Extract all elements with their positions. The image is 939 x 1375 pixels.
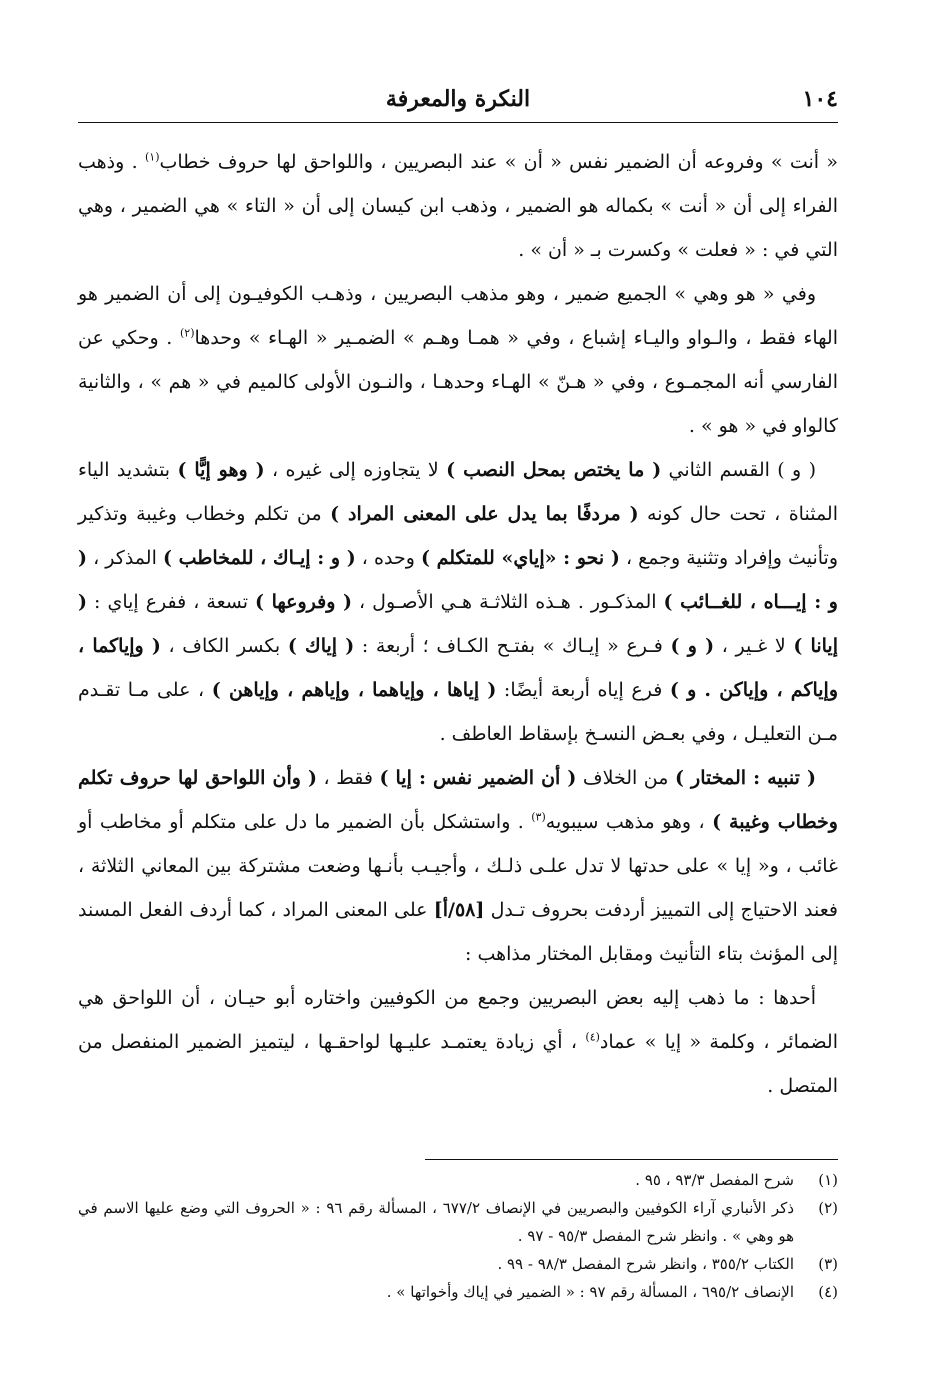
paragraph [78,140,838,272]
commentary-text: فـرع « إيـاك » بفتـح الكـاف ؛ أربعة : [354,635,671,657]
commentary-text: لا يتجاوزه إلى غيره ، [264,459,447,481]
matn-text: ( وأن اللواحق لها حروف تكلم وخطاب وغيبة ) [78,767,838,833]
running-title: النكرة والمعرفة [385,86,531,112]
footnote-text: الإنصاف ٦٩٥/٢ ، المسألة رقم ٩٧ : « الضمير في إياك وأخواتها » . [386,1283,794,1301]
body-text [78,140,838,1108]
commentary-text: بكسر الكاف ، [160,635,288,657]
commentary-text: بتشديد الياء المثناة ، تحت حال كونه [78,459,838,525]
paragraph [78,272,838,448]
footnote-number: (٢) [818,1199,838,1217]
matn-text: ( وهو إيًّا ) [177,459,265,481]
commentary-text: تسعة ، ففرع إياي : [87,591,256,613]
commentary-text: ، أي زيادة يعتمـد عليـها لواحقـها ، ليتميز الضمير المنفصل من المتصل . [78,1031,838,1097]
paragraph [78,976,838,1108]
matn-text: ( إياك ) [287,635,355,657]
commentary-text: على المعنى المراد ، كما أردف الفعل المسند إلى المؤنث بتاء التأنيث ومقابل المختار مذاهب : [78,899,838,965]
matn-text: ( وإياكما ، وإياكم ، وإياكن . و ) [78,635,838,701]
commentary-text: . واستشكل بأن الضمير ما دل على متكلم أو مخاطب أو غائب ، و« إيا » على حدتها لا تدل علـى ذلـك ، وأجيـب بأنـها وضعت مشتركة بين المعاني الثلاثة ، فعند الاحتياج إلى التمييز أردفت بحروف تـدل [78,811,838,921]
matn-text: ( إيانا ) [78,591,838,657]
matn-text: ( ما يختص بمحل النصب ) [446,459,662,481]
commentary-text: « أنت » وفروعه أن الضمير نفس « أن » عند البصريين ، واللواحق لها حروف خطاب [159,151,838,173]
commentary-text: ( و ) القسم الثاني [661,459,816,481]
paragraph [78,756,838,976]
footnote [78,1166,838,1194]
footnote-ref: (٢) [179,326,195,340]
commentary-text: ، وهو مذهب سيبويه [545,811,713,833]
matn-text: ( نحو : «إياي» للمتكلم ) [420,547,620,569]
commentary-text: من الخلاف [576,767,675,789]
matn-text: ( وفروعها ) [255,591,352,613]
commentary-text: من تكلم وخطاب وغيبة وتذكير وتأنيث وإفراد وتثنية وجمع ، [78,503,838,569]
commentary-text: . وذهب الفراء إلى أن « أنت » بكماله هو الضمير ، وذهب ابن كيسان إلى أن « التاء » هي الضمير ، وهي التي في : « فعلت » وكسرت بـ « أن » . [78,151,838,261]
commentary-text: أحدها : ما ذهب إليه بعض البصريين وجمع من الكوفيين واختاره أبو حيـان ، أن اللواحق هي الضمائر ، وكلمة « إيا » عماد [78,987,838,1053]
commentary-text: فقط ، [317,767,380,789]
footnote [78,1278,838,1306]
footnote-ref: (٣) [531,810,546,824]
footnote-text: ذكر الأنباري آراء الكوفيين والبصريين في الإنصاف ٦٧٧/٢ ، المسألة رقم ٩٦ : « الحروف التي وضع عليها الاسم في هو وهي » . وانظر شرح المفصل ٩٥/٣ - ٩٧ . [78,1199,795,1245]
matn-text: ( تنبيه : المختار ) [674,767,817,789]
commentary-text: وحده ، [355,547,421,569]
matn-text: ( إياها ، وإياهما ، وإياهم ، وإياهن ) [211,679,497,701]
matn-text: ( و ) [670,635,715,657]
footnote [78,1250,838,1278]
matn-text: ( و : إيـــاه ، للغــائب ) [78,547,838,613]
commentary-text: فرع إياه أربعة أيضًا: [496,679,670,701]
footnote-separator [425,1159,838,1160]
footnotes [78,1166,838,1306]
footnote [78,1194,838,1250]
matn-text: ( مردفًا بما يدل على المعنى المراد ) [330,503,639,525]
footnote-number: (٤) [818,1283,838,1301]
page-header [78,82,838,123]
footnote-ref: (٤) [585,1030,600,1044]
footnote-number: (١) [818,1171,838,1189]
footnote-ref: (١) [144,150,160,164]
commentary-text: . وحكي عن الفارسي أنه المجمـوع ، وفي « هـنّ » الهـاء وحدهـا ، والنـون الأولى كالميم في « هم » ، والثانية كالواو في « هو » . [78,327,838,437]
commentary-text: وفي « هو وهي » الجميع ضمير ، وهو مذهب البصريين ، وذهـب الكوفيـون إلى أن الضمير هو الهاء فقط ، والـواو واليـاء إشباع ، وفي « همـا وهـم » الضمـير « الهـاء » وحدها [78,283,838,349]
footnote-text: الكتاب ٣٥٥/٢ ، وانظر شرح المفصل ٩٨/٣ - ٩٩ . [497,1255,794,1273]
matn-text: [٥٨/أ] [433,899,485,921]
footnote-number: (٣) [818,1255,838,1273]
commentary-text: المذكر ، [87,547,163,569]
commentary-text: ، على مـا تقـدم مـن التعليـل ، وفي بعـض النسـخ بإسقاط العاطف . [78,679,838,745]
matn-text: ( أن الضمير نفس : إيا ) [379,767,577,789]
footnote-text: شرح المفصل ٩٣/٣ ، ٩٥ . [635,1171,794,1189]
paragraph [78,448,838,756]
matn-text: ( و : إيـاك ، للمخاطب ) [162,547,356,569]
commentary-text: المذكـور . هـذه الثلاثـة هـي الأصـول ، [352,591,664,613]
commentary-text: لا غـير ، [714,635,794,657]
page-number: ١٠٤ [802,86,838,112]
